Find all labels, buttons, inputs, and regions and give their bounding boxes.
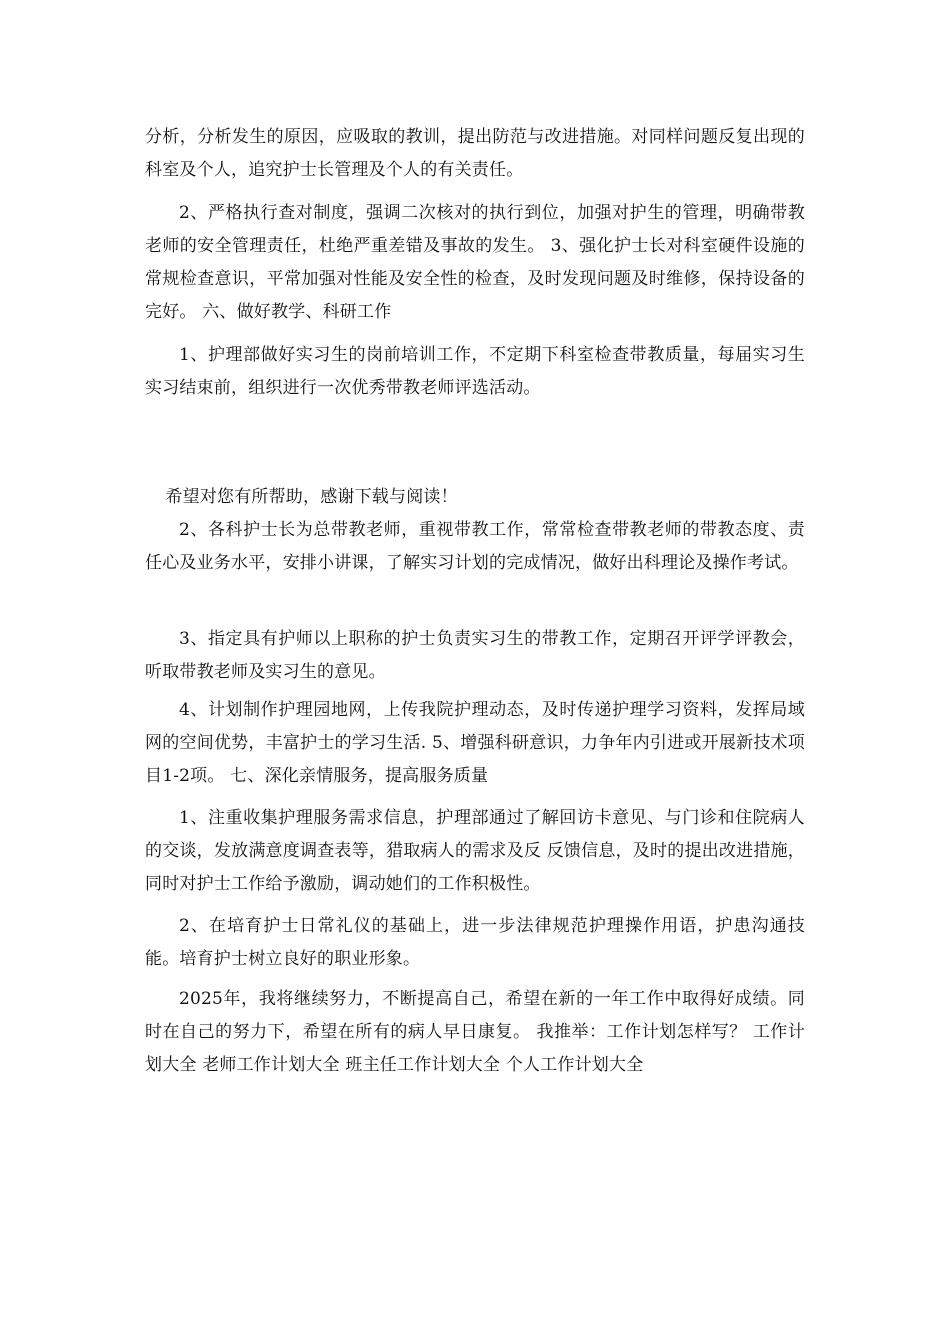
paragraph-etiquette-training: 2、在培育护士日常礼仪的基础上，进一步法律规范护理操作用语，护患沟通技能。培育护士树立良好的职业形象。 xyxy=(145,916,805,969)
paragraph-accident-analysis: 分析，分析发生的原因，应吸取的教训，提出防范与改进措施。对同样问题反复出现的科室及个人，追究护士长管理及个人的有关责任。 xyxy=(145,127,805,180)
paragraph-intern-training: 1、护理部做好实习生的岗前培训工作，不定期下科室检查带教质量，每届实习生实习结束前，组织进行一次优秀带教老师评选活动。 xyxy=(145,345,805,398)
paragraph-nursing-website: 4、计划制作护理园地网，上传我院护理动态，及时传递护理学习资料，发挥局域网的空间优势，丰富护士的学习生活. 5、增强科研意识，力争年内引进或开展新技术项目1-2项。 七、深化亲情服务，提高服务质量 xyxy=(145,700,805,786)
paragraph-check-system: 2、严格执行查对制度，强调二次核对的执行到位，加强对护生的管理，明确带教老师的安全管理责任，杜绝严重差错及事故的发生。 3、强化护士长对科室硬件设施的常规检查意识，平常加强对性能及安全性的检查，及时发现问题及时维修，保持设备的完好。 六、做好教学、科研工作 xyxy=(145,203,805,322)
paragraph-conclusion: 2025年，我将继续努力，不断提高自己，希望在新的一年工作中取得好成绩。同时在自己的努力下，希望在所有的病人早日康复。 我推举：工作计划怎样写？ 工作计划大全 老师工作计划大全 班主任工作计划大全 个人工作计划大全 xyxy=(145,989,805,1075)
paragraph-thanks: 希望对您有所帮助，感谢下载与阅读！ xyxy=(165,487,458,507)
paragraph-head-nurse-teaching: 2、各科护士长为总带教老师，重视带教工作，常常检查带教老师的带教态度、责任心及业务水平，安排小讲课，了解实习计划的完成情况，做好出科理论及操作考试。 xyxy=(145,520,805,573)
paragraph-designated-teachers: 3、指定具有护师以上职称的护士负责实习生的带教工作，定期召开评学评教会，听取带教老师及实习生的意见。 xyxy=(145,629,805,682)
paragraph-service-feedback: 1、注重收集护理服务需求信息，护理部通过了解回访卡意见、与门诊和住院病人的交谈，发放满意度调查表等，猎取病人的需求及反 反馈信息，及时的提出改进措施，同时对护士工作给予激励，调动她们的工作积极性。 xyxy=(145,808,805,894)
